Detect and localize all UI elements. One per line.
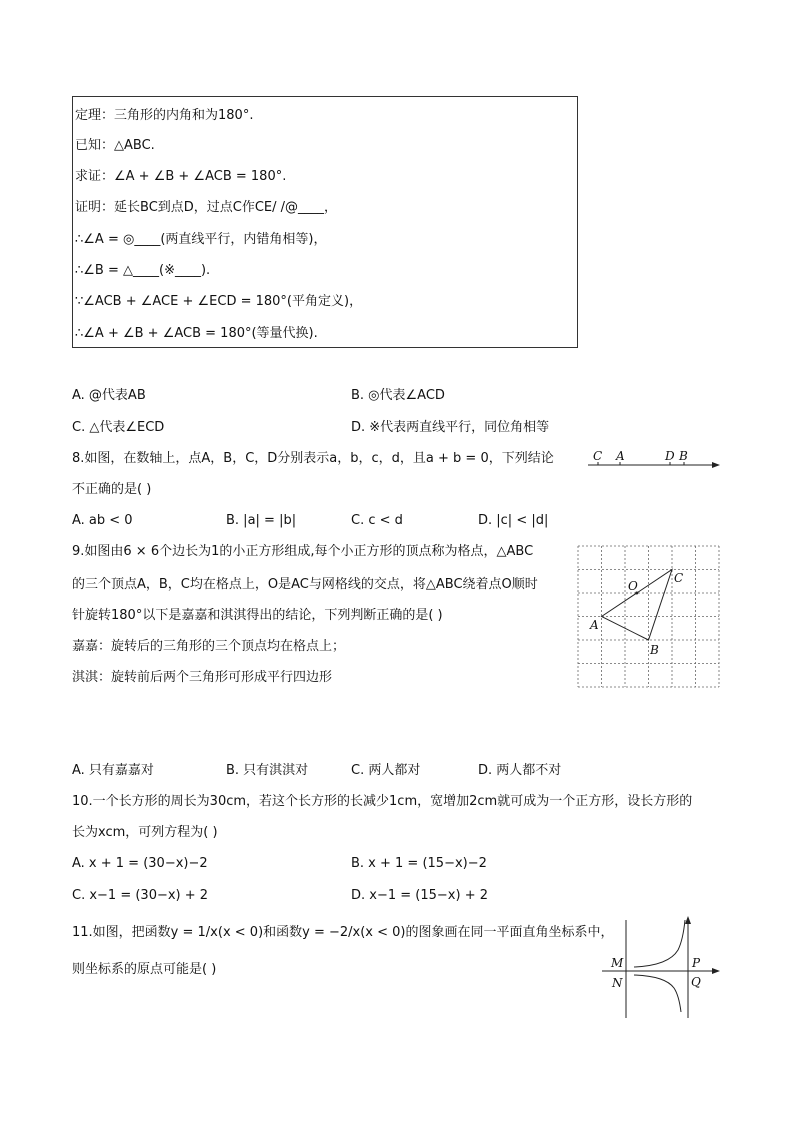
point-label-a: A <box>590 618 599 632</box>
q8-option-a[interactable]: A. ab < 0 <box>72 513 133 528</box>
q9-stem: 9.如图由6 × 6个边长为1的小正方形组成,每个小正方形的顶点称为格点，△ABC <box>72 544 534 559</box>
q8-stem: 8.如图，在数轴上，点A，B，C，D分别表示a，b，c，d，且a + b = 0，下列结论 <box>72 451 554 466</box>
q8-option-d[interactable]: D. |c| < |d| <box>478 513 549 528</box>
proof-line: 已知：△ABC. <box>75 138 155 153</box>
point-label-m: M <box>611 956 624 970</box>
proof-box <box>72 96 578 348</box>
point-label-b: B <box>679 449 688 463</box>
grid-figure <box>578 546 720 688</box>
curve-upper <box>634 920 685 967</box>
q9-option-a[interactable]: A. 只有嘉嘉对 <box>72 763 154 778</box>
proof-line: ∴∠B = △____(※____). <box>75 263 211 278</box>
q9-option-b[interactable]: B. 只有淇淇对 <box>226 763 309 778</box>
q7-option-b[interactable]: B. ◎代表∠ACD <box>351 388 445 403</box>
point-label-q: Q <box>691 975 701 989</box>
point-label-a: A <box>616 449 625 463</box>
arrow-head-icon <box>712 462 720 468</box>
q7-option-c[interactable]: C. △代表∠ECD <box>72 420 165 435</box>
q9-option-d[interactable]: D. 两人都不对 <box>478 763 562 778</box>
q10-option-d[interactable]: D. x−1 = (15−x) + 2 <box>351 888 488 903</box>
q11-stem: 11.如图，把函数y = 1/x(x < 0)和函数y = −2/x(x < 0)的图象画在同一平面直角坐标系中， <box>72 925 614 940</box>
q8-stem: 不正确的是( ) <box>72 482 152 497</box>
proof-line: ∵∠ACB + ∠ACE + ∠ECD = 180°(平角定义)， <box>75 294 363 309</box>
proof-line: 证明：延长BC到点D，过点C作CE/ /@____， <box>75 200 338 215</box>
hyperbola-figure <box>598 914 722 1020</box>
point-label-c: C <box>593 449 603 463</box>
arrow-up-icon <box>685 916 691 924</box>
q10-option-b[interactable]: B. x + 1 = (15−x)−2 <box>351 856 487 871</box>
q9-stem: 的三个顶点A，B，C均在格点上，O是AC与网格线的交点，将△ABC绕着点O顺时 <box>72 577 538 592</box>
number-line-figure <box>586 448 722 472</box>
q11-stem: 则坐标系的原点可能是( ) <box>72 962 217 977</box>
q7-option-d[interactable]: D. ※代表两直线平行，同位角相等 <box>351 420 550 435</box>
q10-stem: 长为xcm，可列方程为( ) <box>72 825 218 840</box>
q7-option-a[interactable]: A. @代表AB <box>72 388 146 403</box>
point-label-c: C <box>674 571 684 585</box>
q8-option-c[interactable]: C. c < d <box>351 513 403 528</box>
point-label-p: P <box>692 956 701 970</box>
curve-lower <box>634 975 681 1012</box>
point-label-n: N <box>612 976 623 990</box>
point-label-b: B <box>650 643 659 657</box>
q8-option-b[interactable]: B. |a| = |b| <box>226 513 297 528</box>
arrow-right-icon <box>712 968 720 974</box>
q9-stem: 针旋转180°以下是嘉嘉和淇淇得出的结论，下列判断正确的是( ) <box>72 608 443 623</box>
q10-stem: 10.一个长方形的周长为30cm，若这个长方形的长减少1cm，宽增加2cm就可成为一个正方形，设长方形的 <box>72 794 693 809</box>
q10-option-c[interactable]: C. x−1 = (30−x) + 2 <box>72 888 209 903</box>
proof-line: 定理：三角形的内角和为180°. <box>75 108 254 123</box>
proof-line: 求证：∠A + ∠B + ∠ACB = 180°. <box>75 169 287 184</box>
q9-option-c[interactable]: C. 两人都对 <box>351 763 421 778</box>
q9-stem: 嘉嘉：旋转后的三角形的三个顶点均在格点上； <box>72 639 346 654</box>
q10-option-a[interactable]: A. x + 1 = (30−x)−2 <box>72 856 208 871</box>
proof-line: ∴∠A = ◎____(两直线平行，内错角相等)， <box>75 232 327 247</box>
q9-stem: 淇淇：旋转前后两个三角形可形成平行四边形 <box>72 670 333 685</box>
point-label-d: D <box>665 449 675 463</box>
point-label-o: O <box>628 579 638 593</box>
proof-line: ∴∠A + ∠B + ∠ACB = 180°(等量代换). <box>75 326 318 341</box>
